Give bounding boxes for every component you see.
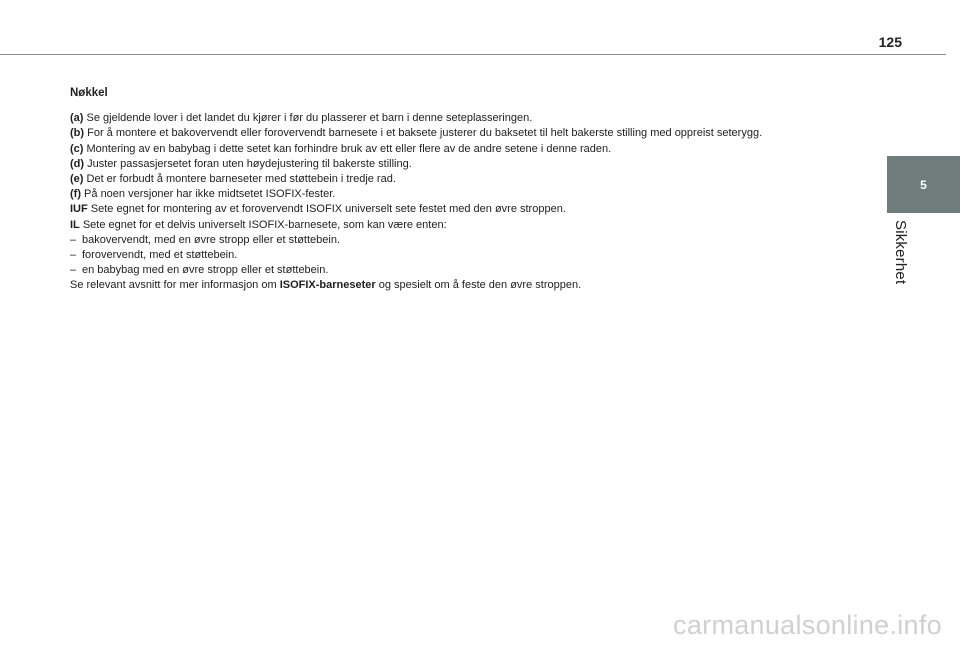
note-label: (a) <box>70 112 84 125</box>
note-item <box>70 126 850 141</box>
note-text: Det er forbudt å montere barneseter med støttebein i tredje rad. <box>83 173 396 186</box>
dash-item <box>70 263 850 278</box>
dash-symbol: – <box>70 249 77 262</box>
dash-text: forovervendt, med et støttebein. <box>82 249 238 262</box>
note-label: (e) <box>70 173 84 186</box>
note-label: (b) <box>70 127 85 140</box>
reference-link-text: ISOFIX-barneseter <box>279 279 376 292</box>
note-text: Juster passasjersetet foran uten høydejustering til bakerste stilling. <box>84 157 412 170</box>
note-label: (c) <box>70 142 84 155</box>
dash-symbol: – <box>70 264 77 277</box>
reference-line <box>70 278 850 293</box>
note-label: IL <box>70 218 80 231</box>
note-label: (f) <box>70 188 81 201</box>
note-text: Se gjeldende lover i det landet du kjører i før du plasserer et barn i denne seteplasseringen. <box>83 112 533 125</box>
note-label: (d) <box>70 157 85 170</box>
chapter-number: 5 <box>920 177 927 192</box>
dash-text: bakovervendt, med en øvre stropp eller et støttebein. <box>82 233 341 246</box>
dash-item <box>70 233 850 248</box>
note-label: IUF <box>70 203 88 216</box>
note-text: Sete egnet for montering av et forovervendt ISOFIX universelt sete festet med den øvre stroppen. <box>87 203 566 216</box>
dash-text: en babybag med en øvre stropp eller et støttebein. <box>82 264 329 277</box>
dash-symbol: – <box>70 233 77 246</box>
note-item <box>70 157 850 172</box>
note-text: Montering av en babybag i dette setet kan forhindre bruk av ett eller flere av de andre setene i denne raden. <box>83 142 612 155</box>
reference-text-before: Se relevant avsnitt for mer informasjon om <box>70 279 280 292</box>
note-item <box>70 111 850 126</box>
note-item <box>70 202 850 217</box>
dash-item <box>70 248 850 263</box>
watermark: carmanualsonline.info <box>673 610 942 640</box>
section-heading: Nøkkel <box>70 87 108 99</box>
note-item <box>70 187 850 202</box>
note-item <box>70 142 850 157</box>
page-number: 125 <box>878 34 902 50</box>
note-text: For å montere et bakovervendt eller forovervendt barnesete i et baksete justerer du baksetet til helt bakerste stilling med oppreist seterygg. <box>84 127 763 140</box>
chapter-title: Sikkerhet <box>892 220 909 285</box>
note-text: Sete egnet for et delvis universelt ISOFIX-barnesete, som kan være enten: <box>79 218 447 231</box>
note-text: På noen versjoner har ikke midtsetet ISOFIX-fester. <box>81 188 336 201</box>
header-rule <box>0 54 946 55</box>
content <box>70 86 850 294</box>
note-item <box>70 172 850 187</box>
chapter-tab <box>887 156 960 213</box>
note-item <box>70 218 850 233</box>
reference-text-after: og spesielt om å feste den øvre stroppen. <box>375 279 582 292</box>
